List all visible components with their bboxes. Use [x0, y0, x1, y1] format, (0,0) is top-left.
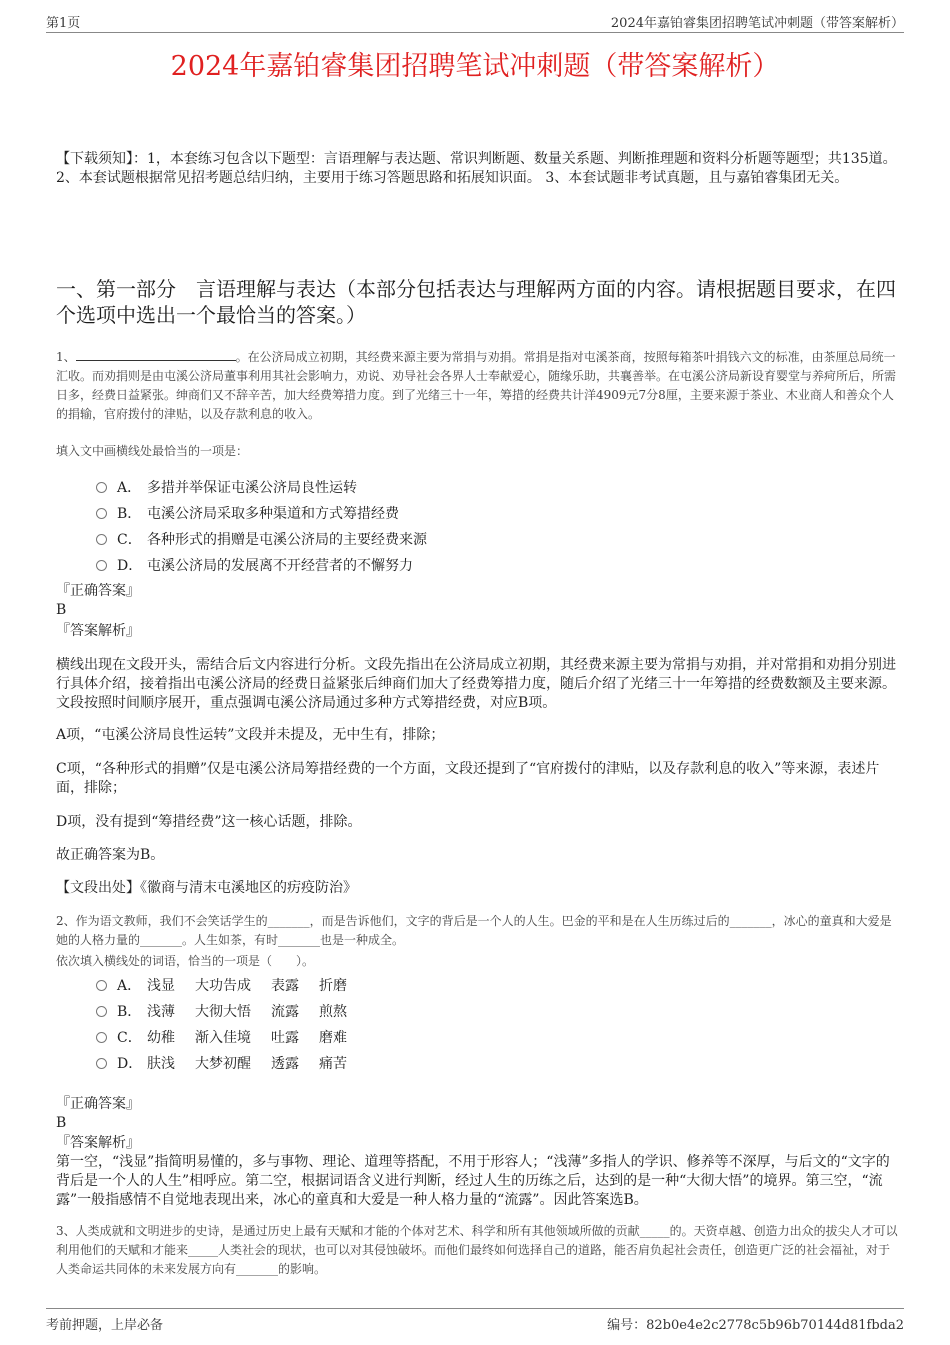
option-word: 痛苦: [319, 1056, 347, 1072]
q1-analysis-3: C项，“各种形式的捐赠”仅是屯溪公济局筹措经费的一个方面，文段还提到了“官府拨付的津贴，以及存款利息的收入”等来源，表述片面，排除；: [56, 761, 880, 796]
radio-icon[interactable]: [96, 1006, 107, 1017]
radio-icon[interactable]: [96, 508, 107, 519]
q3-stem: 3、人类成就和文明进步的史诗，是通过历史上最有天赋和才能的个体对艺术、科学和所有其他领域所做的贡献_____的。天资卓越、创造力出众的拔尖人才可以利用他们的天赋和才能来_____人类社会的现状，也可以对其侵蚀破坏。而他们最终如何选择自己的道路，能否肩负起社会责任，创造更广泛的社会福祉，对于人类命运共同体的未来发展方向有_______的影响。: [56, 1224, 898, 1276]
radio-icon[interactable]: [96, 560, 107, 571]
option-key: C．: [117, 1030, 142, 1046]
q2-answer-label: 『正确答案』: [56, 1096, 140, 1112]
option-word: 吐露: [271, 1030, 299, 1046]
q2-option-d[interactable]: [96, 1053, 367, 1073]
q2-option-c[interactable]: [96, 1027, 367, 1047]
q1-prompt: 填入文中画横线处最恰当的一项是：: [56, 444, 249, 458]
q1-option-b[interactable]: [96, 503, 399, 523]
footer-divider: [46, 1308, 904, 1309]
download-notice: 【下载须知】：1，本套练习包含以下题型：言语理解与表达题、常识判断题、数量关系题、判断推理题和资料分析题等题型；共135道。 2、本套试题根据常见招考题总结归纳，主要用于练习答题思路和拓展知识面。 3、本套试题非考试真题，且与嘉铂睿集团无关。: [56, 151, 897, 186]
option-word: 大功告成: [195, 978, 251, 994]
option-key: D．: [117, 1056, 143, 1072]
q2-analysis: 第一空，“浅显”指简明易懂的，多与事物、理论、道理等搭配，不用于形容人；“浅薄”多指人的学识、修养等不深厚，与后文的“文字的背后是一个人的人生”相呼应。第二空，根据词语含义进行判断，经过人生的历练之后，达到的是一种“大彻大悟”的境界。第三空，“流露”一般指感情不自觉地表现出来，冰心的童真和大爱是一种人格力量的“流露”。因此答案选B。: [56, 1154, 890, 1208]
option-key: A．: [117, 480, 142, 496]
option-word: 煎熬: [319, 1004, 347, 1020]
radio-icon[interactable]: [96, 1058, 107, 1069]
option-text: 屯溪公济局的发展离不开经营者的不懈努力: [147, 558, 413, 574]
option-word: 大彻大悟: [195, 1004, 251, 1020]
q1-option-a[interactable]: [96, 477, 357, 497]
q2-stem: 2、作为语文教师，我们不会笑话学生的_______，而是告诉他们，文字的背后是一个人的人生。巴金的平和是在人生历练过后的_______，冰心的童真和大爱是她的人格力量的_______。人生如茶，有时_______也是一种成全。: [56, 914, 892, 947]
header-divider: [46, 32, 904, 33]
header-page-number: 第1页: [46, 16, 81, 31]
q1-option-d[interactable]: [96, 555, 413, 575]
header-doc-title: 2024年嘉铂睿集团招聘笔试冲刺题（带答案解析）: [610, 16, 904, 31]
radio-icon[interactable]: [96, 482, 107, 493]
q1-analysis-4: D项，没有提到“筹措经费”这一核心话题，排除。: [56, 814, 362, 830]
option-word: 大梦初醒: [195, 1056, 251, 1072]
option-key: B．: [117, 1004, 142, 1020]
footer-doc-id: 编号：82b0e4e2c2778c5b96b70144d81fbda2: [607, 1318, 904, 1333]
option-text: 各种形式的捐赠是屯溪公济局的主要经费来源: [147, 532, 427, 548]
option-word: 磨难: [319, 1030, 347, 1046]
q1-analysis-5: 故正确答案为B。: [56, 847, 165, 863]
q2-option-a[interactable]: [96, 975, 367, 995]
option-key: A．: [117, 978, 142, 994]
q2-analysis-label: 『答案解析』: [56, 1135, 140, 1151]
q1-blank: [76, 348, 236, 361]
footer-slogan: 考前押题，上岸必备: [46, 1318, 164, 1333]
q1-analysis-1: 横线出现在文段开头，需结合后文内容进行分析。文段先指出在公济局成立初期，其经费来源主要为常捐与劝捐，并对常捐和劝捐分别进行具体介绍，接着指出屯溪公济局的经费日益紧张后绅商们加大了经费筹措力度，随后介绍了光绪三十一年筹措的经费数额及主要来源。文段按照时间顺序展开，重点强调屯溪公济局通过多种方式筹措经费，对应B项。: [56, 657, 896, 711]
q2-prompt: 依次填入横线处的词语，恰当的一项是（ ）。: [56, 954, 315, 968]
option-word: 浅薄: [147, 1004, 175, 1020]
q1-number: 1、: [56, 350, 76, 364]
option-word: 渐入佳境: [195, 1030, 251, 1046]
option-word: 流露: [271, 1004, 299, 1020]
page-title: 2024年嘉铂睿集团招聘笔试冲刺题（带答案解析）: [170, 51, 780, 82]
q2-option-b[interactable]: [96, 1001, 367, 1021]
option-key: C．: [117, 532, 142, 548]
radio-icon[interactable]: [96, 980, 107, 991]
option-word: 折磨: [319, 978, 347, 994]
section-heading: 一、第一部分 言语理解与表达（本部分包括表达与理解两方面的内容。请根据题目要求，在四个选项中选出一个最恰当的答案。）: [56, 277, 896, 327]
option-word: 表露: [271, 978, 299, 994]
radio-icon[interactable]: [96, 534, 107, 545]
radio-icon[interactable]: [96, 1032, 107, 1043]
q1-stem: [56, 348, 898, 424]
option-word: 浅显: [147, 978, 175, 994]
q2-answer: B: [56, 1115, 67, 1131]
q1-text: 。在公济局成立初期，其经费来源主要为常捐与劝捐。常捐是指对屯溪茶商，按照每箱茶叶捐钱六文的标准，由茶厘总局统一汇收。而劝捐则是由屯溪公济局董事利用其社会影响力，劝说、劝导社会各界人士奉献爱心，随缘乐助，共襄善举。在屯溪公济局新设育婴堂与养疴所后，所需日多，经费日益紧张。绅商们又不辞辛苦，加大经费筹措力度。到了光绪三十一年，筹措的经费共计洋4909元7分8厘，主要来源于茶业、木业商人和善众个人的捐输，官府拨付的津贴，以及存款利息的收入。: [56, 350, 897, 421]
option-text: 多措并举保证屯溪公济局良性运转: [147, 480, 357, 496]
q1-analysis-label: 『答案解析』: [56, 623, 140, 639]
q1-analysis-2: A项，“屯溪公济局良性运转”文段并未提及，无中生有，排除；: [56, 727, 445, 743]
q1-source: 【文段出处】《徽商与清末屯溪地区的疠疫防治》: [56, 880, 357, 896]
option-key: D．: [117, 558, 143, 574]
option-word: 肤浅: [147, 1056, 175, 1072]
option-word: 幼稚: [147, 1030, 175, 1046]
option-word: 透露: [271, 1056, 299, 1072]
q1-answer-label: 『正确答案』: [56, 583, 140, 599]
option-text: 屯溪公济局采取多种渠道和方式筹措经费: [147, 506, 399, 522]
option-key: B．: [117, 506, 142, 522]
q1-answer: B: [56, 602, 67, 618]
q1-option-c[interactable]: [96, 529, 427, 549]
